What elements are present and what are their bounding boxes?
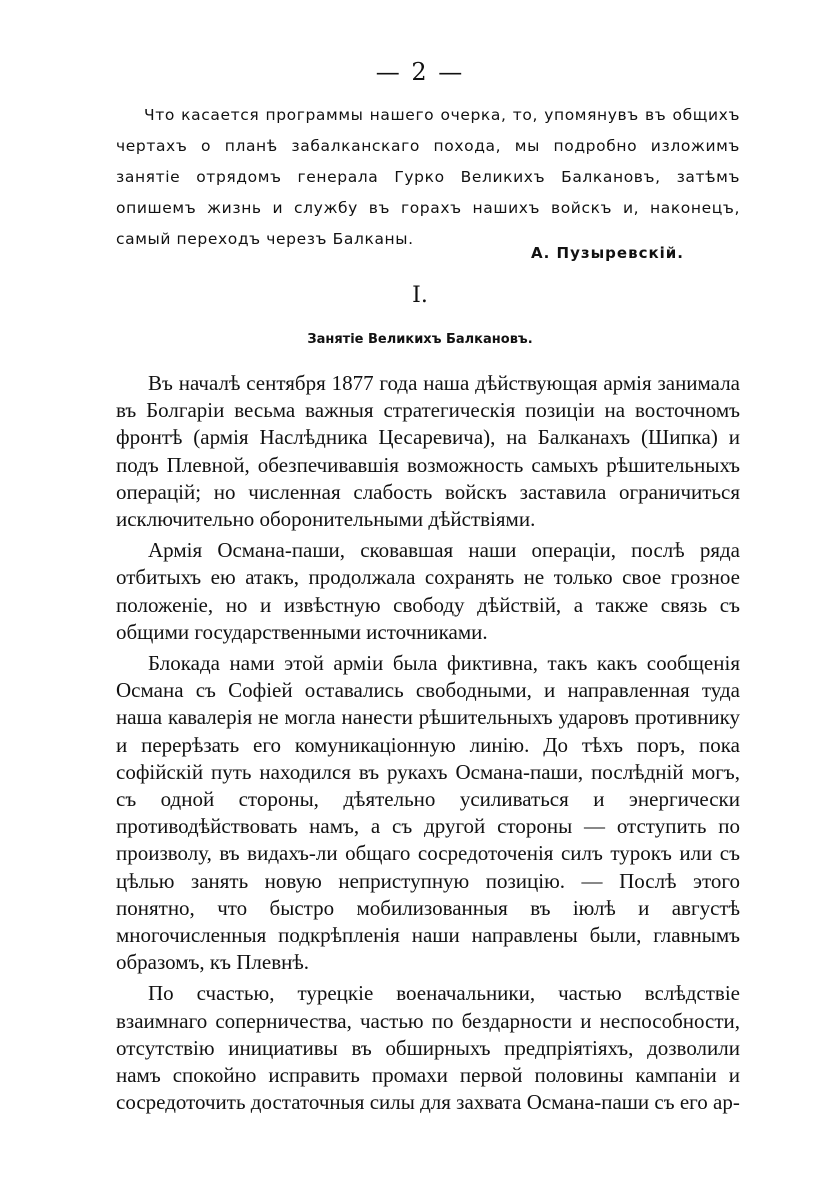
body-paragraph-1: Въ началѣ сентября 1877 года наша дѣйствующая армія занимала въ Болгаріи весьма важныя стратегическія позиціи на восточномъ фронтѣ (армія Наслѣдника Цесаревича), на Балканахъ (Шипка) и подъ Плевной, обезпечивавшія возможность самыхъ рѣшительныхъ операцій; но численная слабость войскъ заставила ограничиться исключительно оборонительными дѣйствіями. <box>116 371 740 532</box>
body-text <box>116 370 740 1120</box>
section-title: Занятіе Великихъ Балкановъ. <box>307 332 533 347</box>
body-paragraph-2: Армія Османа-паши, сковавшая наши операціи, послѣ ряда отбитыхъ ею атакъ, продолжала сохранять не только свое грозное положеніе, но и извѣстную свободу дѣйствій, а также связь съ общими государственными источниками. <box>116 538 740 644</box>
page-number: — 2 — <box>375 58 465 86</box>
body-paragraph-3: Блокада нами этой арміи была фиктивна, такъ какъ сообщенія Османа съ Софіей оставались свободными, и направленная туда наша кавалерія не могла нанести рѣшительныхъ ударовъ противнику и перерѣзать его комуникаціонную линію. До тѣхъ поръ, пока софійскій путь находился въ рукахъ Османа-паши, послѣдній могъ, съ одной стороны, дѣятельно усиливаться и энергически противодѣйствовать намъ, а съ другой стороны — отступить по произволу, въ видахъ-ли общаго сосредоточенія силъ турокъ или съ цѣлью занять новую неприступную позицію. — Послѣ этого понятно, что быстро мобилизованныя въ іюлѣ и августѣ многочисленныя подкрѣпленія наши направлены были, главнымъ образомъ, къ Плевнѣ. <box>116 651 740 975</box>
preface-paragraph: Что касается программы нашего очерка, то, упомянувъ въ общихъ чертахъ о планѣ забалканскаго похода, мы подробно изложимъ занятіе отрядомъ генерала Гурко Великихъ Балкановъ, затѣмъ опишемъ жизнь и службу въ горахъ нашихъ войскъ и, наконецъ, самый переходъ черезъ Балканы. <box>116 106 740 248</box>
author-signature: А. Пузыревскій. <box>531 244 684 262</box>
body-paragraph-4: По счастью, турецкіе военачальники, частью вслѣдствіе взаимнаго соперничества, частью по бездарности и неспособности, отсутствію инициативы въ обширныхъ предпріятіяхъ, дозволили намъ спокойно исправить промахи первой половины кампаніи и сосредоточить достаточныя силы для захвата Османа-паши съ его ар- <box>116 981 740 1115</box>
section-numeral: I. <box>412 283 428 308</box>
